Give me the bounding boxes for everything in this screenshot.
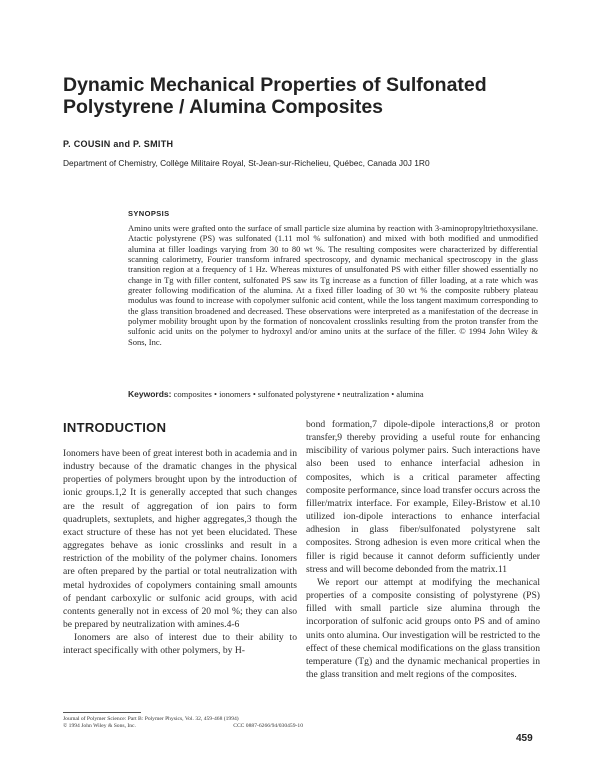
intro-paragraph-1: Ionomers have been of great interest both in academia and in industry because of the dramatic changes in the physical properties of polymers brought upon by the introduction of ionic groups.1,2 It is generally accepted that such changes are the result of aggregation of ion pairs to form quadruplets, sextuplets, and higher aggregates,3 though the exact structure of these has not yet been elucidated. These aggregates behave as ionic crosslinks and result in a restriction of the mobility of the polymer chains. Ionomers are often prepared by the partial or total neutralization with metal hydroxides of copolymers containing small amounts of pendant carboxylic or sulfonic acid groups, with acid contents generally not in excess of 20 mol %; they can also be prepared by neutralization with amines.4-6 [63,448,297,631]
introduction-heading: INTRODUCTION [63,420,167,435]
page-number: 459 [516,733,533,744]
left-column [63,447,297,658]
title-line-1: Dynamic Mechanical Properties of Sulfonated [63,74,487,96]
keywords-label: Keywords: [128,389,172,399]
footnote-copyright: © 1994 John Wiley & Sons, Inc. [63,723,136,729]
intro-paragraph-3: We report our attempt at modifying the mechanical properties of a composite consisting of polystyrene (PS) filled with small particle size alumina through the incorporation of sulfonic acid groups onto PS and of amino units onto alumina. Our investigation will be restricted to the effect of these chemical modifications on the glass transition temperature (Tg) and the dynamic mechanical properties in the glass transition and melt regions of the composites. [306,576,540,680]
footnote-ccc-code: CCC 0887-6266/94/030459-10 [233,723,303,729]
article-title [63,74,543,118]
authors: P. COUSIN and P. SMITH [63,139,174,149]
footnote-copyright-row [63,723,303,730]
title-line-2: Polystyrene / Alumina Composites [63,96,384,118]
synopsis-text: Amino units were grafted onto the surface of small particle size alumina by reaction with 3-aminopropyltriethoxysilane. Atactic polystyrene (PS) was sulfonated (1.11 mol % sulfonation) and mixed with both modified and unmodified alumina at filler loadings varying from 30 to 80 wt %. The resulting composites were characterized by differential scanning calorimetry, Fourier transform infrared spectroscopy, and dynamic mechanical spectroscopy in the glass transition region at a frequency of 1 Hz. Whereas mixtures of unsulfonated PS with either filler showed essentially no change in Tg with filler content, sulfonated PS saw its Tg increase as a function of filler loading, at a rate which was greater following modification of the alumina. At a fixed filler loading of 30 wt % the composite rubbery plateau modulus was found to increase with copolymer sulfonic acid content, while the loss tangent maximum corresponding to the glass transition broadened and decreased. These observations were interpreted as a manifestation of the decrease in polymer mobility brought upon by the formation of noncovalent crosslinks resulting from the proton transfer from the sulfonic acid units on the polymer to hydroxyl and/or amino units at the surface of the filler. © 1994 John Wiley & Sons, Inc. [128,223,538,347]
right-column [306,418,540,681]
footnote-rule [63,712,141,713]
keywords-list: composites • ionomers • sulfonated polystyrene • neutralization • alumina [173,389,424,399]
footnote-citation: Journal of Polymer Science: Part B: Polymer Physics, Vol. 32, 459-468 (1994) [63,716,239,722]
intro-paragraph-2-continued: bond formation,7 dipole-dipole interactions,8 or proton transfer,9 thereby providing a useful route for enhancing miscibility of various polymer pairs. Such interactions have also been used to enhance interfacial adhesion in composites, which is a critical parameter affecting composite performance, since load transfer occurs across the filler/matrix interface. For example, Eiley-Bristow et al.10 utilized ion-dipole interactions to enhance interfacial adhesion in glass fiber/sulfonated polystyrene salt composites. Strong adhesion is even more critical when the filler is rigid because it cannot deform sufficiently under stress and will become debonded from the matrix.11 [306,419,540,575]
journal-footnote [63,716,303,730]
synopsis-heading: SYNOPSIS [128,209,170,218]
affiliation: Department of Chemistry, Collège Militaire Royal, St-Jean-sur-Richelieu, Québec, Canada J0J 1R0 [63,158,430,168]
keywords [128,389,538,399]
intro-paragraph-2: Ionomers are also of interest due to their ability to interact specifically with other polymers, by H- [63,632,297,657]
